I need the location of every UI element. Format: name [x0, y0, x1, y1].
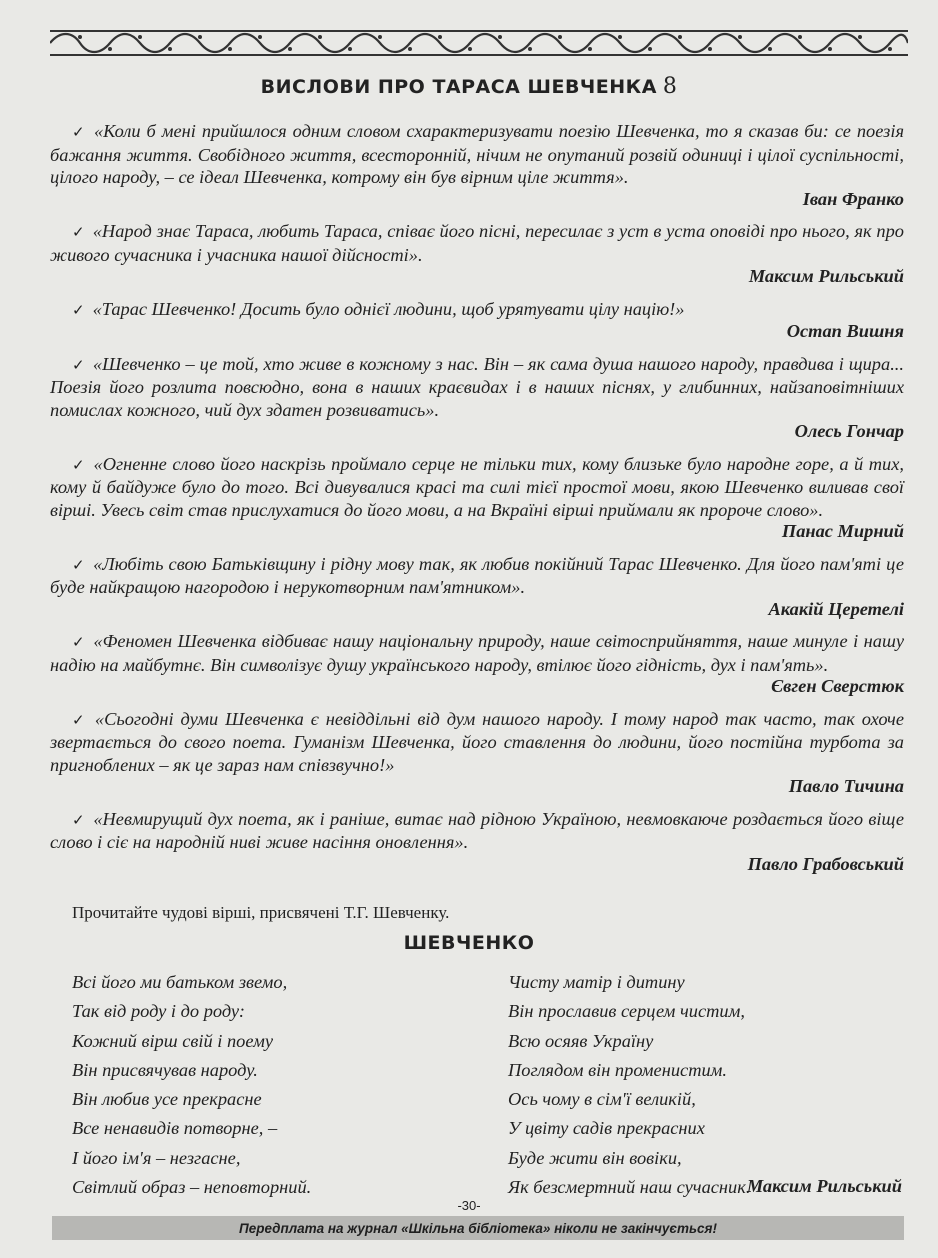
footer-banner [52, 1216, 904, 1240]
quote-text: «Огненне слово його наскрізь проймало серце не тільки тих, кому близьке було народне горе, а й тих, кому й байдуже було до того. Всі дивувалися красі та силі тієї простої мови, якою Шевченко виливав свої вірші. Увесь світ став прислухатися до його мови, а на Вкраїні вірші приймали як пророче слово». [50, 453, 904, 520]
quote-item [50, 353, 904, 443]
quote-author: Євген Сверстюк [771, 676, 904, 696]
quote-item [50, 808, 904, 876]
check-icon: ✓ [72, 123, 86, 141]
page-heading [0, 74, 938, 99]
poem-title: ШЕВЧЕНКО [403, 932, 535, 954]
poem-line: Чисту матір і дитину [508, 972, 685, 992]
quote-item [50, 220, 904, 288]
quote-item [50, 120, 904, 210]
quote-item [50, 630, 904, 698]
poem-line: Так від роду і до роду: [72, 1001, 245, 1022]
poem-line: Як безсмертний наш сучасник. [508, 1177, 751, 1198]
heading-text: ВИСЛОВИ ПРО ТАРАСА ШЕВЧЕНКА [260, 76, 657, 98]
check-icon: ✓ [72, 555, 86, 574]
quote-text: «Любіть свою Батьківщину і рідну мову так, як любив покійний Тарас Шевченко. Для його пам'яті це буде найкращою нагородою і нерукотворним пам'ятником». [50, 553, 904, 597]
quote-item [50, 298, 904, 343]
quote-item [50, 553, 904, 621]
quotes-list [50, 120, 904, 885]
quote-author: Олесь Гончар [794, 421, 904, 441]
poem-line: Світлий образ – неповторний. [72, 1177, 312, 1198]
check-icon: ✓ [72, 710, 87, 729]
quote-text: «Народ знає Тараса, любить Тараса, співає його пісні, пересилає з уст в уста оповіді про нього, як про живого сучасника і учасника нашої дійсності». [50, 221, 904, 265]
check-icon: ✓ [72, 810, 86, 829]
decorative-ornament-border [50, 28, 908, 58]
quote-item [50, 708, 904, 798]
quote-text: «Шевченко – це той, хто живе в кожному з нас. Він – як сама душа нашого народу, правдива і щира... Поезія його розлита повсюдно, вона в наших краєвидах і в наших піснях, у глибинних, найзаповітніших помислах кожного, чий дух здатен розвиватись». [50, 353, 904, 420]
poem-line: Він любив усе прекрасне [72, 1089, 262, 1110]
poem-line: Він присвячував народу. [72, 1059, 258, 1080]
quote-text: «Сьогодні думи Шевченка є невіддільні від дум нашого народу. І тому народ так часто, так охоче звертається до свого поета. Гуманізм Шевченка, його ставлення до людини, його постійна турбота за пригноблених – як це зараз нам співзвучно!» [50, 708, 904, 775]
poem-line: Всі його ми батьком звемо, [72, 972, 288, 992]
check-icon: ✓ [72, 223, 85, 241]
poem-line: Ось чому в сім'ї великій, [508, 1089, 696, 1110]
quote-author: Панас Мирний [781, 521, 904, 541]
quote-author: Іван Франко [802, 188, 904, 209]
page-number: -30- [457, 1198, 481, 1213]
quote-author: Остап Вишня [786, 321, 904, 341]
poem-line: Кожний вірш свій і поему [72, 1030, 273, 1051]
quote-text: «Невмирущий дух поета, як і раніше, витає над рідною Україною, невмовкаюче роздається його віще слово і сіє на народній ниві живе насіння оновлення». [50, 808, 904, 852]
poem-column-right [508, 968, 750, 1202]
quote-author: Акакій Церетелі [768, 598, 904, 619]
quote-author: Павло Тичина [788, 776, 904, 796]
poem-author: Максим Рильський [746, 1176, 902, 1196]
check-icon: ✓ [72, 633, 86, 651]
quote-text: «Коли б мені прийшлося одним словом схарактеризувати поезію Шевченка, то я сказав би: се поезія бажання життя. Свобідного життя, всесторонній, нічим не опутаний розвій одиниці і цілої суспільності, цілого народу, – се ідеал Шевченка, котрому він був вірним ціле життя». [50, 121, 904, 187]
quote-author: Максим Рильський [748, 266, 904, 286]
check-icon: ✓ [72, 455, 86, 474]
quote-author: Павло Грабовський [747, 853, 904, 874]
quote-item [50, 453, 904, 543]
poem-line: Буде жити він вовіки, [508, 1147, 682, 1168]
check-icon: ✓ [72, 300, 85, 319]
poem-column-left [72, 968, 311, 1202]
quote-text: «Тарас Шевченко! Досить було однієї людини, щоб урятувати цілу націю!» [92, 298, 685, 319]
poem-line: Все ненавидів потворне, – [72, 1118, 278, 1139]
heading-mark: 8 [662, 74, 678, 99]
poem-line: У цвіту садів прекрасних [508, 1118, 705, 1139]
poem-line: Він прославив серцем чистим, [508, 1001, 745, 1022]
poem-invitation: Прочитайте чудові вірші, присвячені Т.Г. Шевченку. [72, 903, 450, 922]
check-icon: ✓ [72, 355, 85, 374]
poem-line: І його ім'я – незгасне, [72, 1147, 241, 1168]
poem-line: Поглядом він променистим. [508, 1059, 727, 1080]
poem-line: Всю осяяв Україну [508, 1030, 654, 1051]
quote-text: «Феномен Шевченка відбиває нашу національну природу, наше світосприйняття, наше минуле і нашу надію на майбутнє. Він символізує душу українського народу, втілює його гідність, дух і пам'ять». [50, 631, 904, 675]
footer-text: Передплата на журнал «Шкільна бібліотека» ніколи не закінчується! [239, 1220, 717, 1236]
